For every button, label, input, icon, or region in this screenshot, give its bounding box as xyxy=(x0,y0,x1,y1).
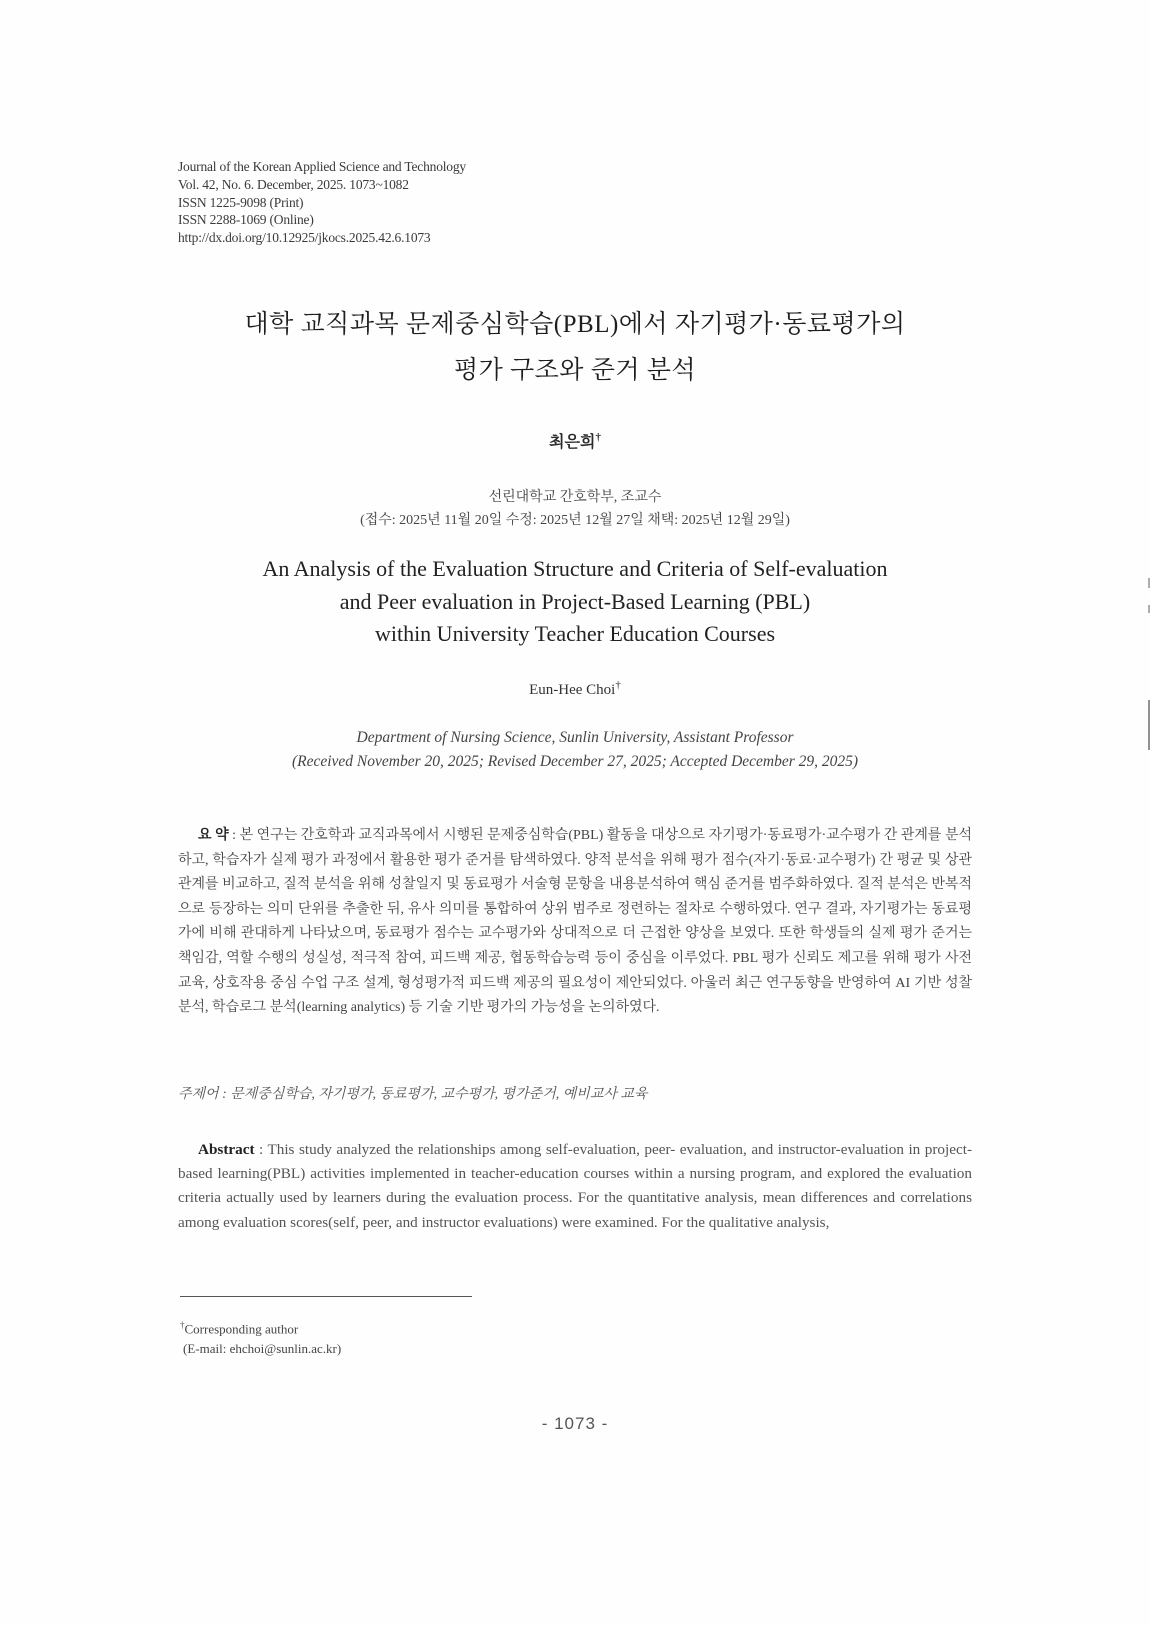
english-title xyxy=(0,553,1150,651)
korean-title-line-2: 평가 구조와 준거 분석 xyxy=(453,357,697,384)
page-number: - 1073 - xyxy=(541,1414,609,1433)
footnote xyxy=(180,1315,341,1359)
english-title-line-2: and Peer evaluation in Project-Based Learning (PBL) xyxy=(339,588,811,614)
dagger-mark: † xyxy=(615,679,621,691)
dagger-mark: † xyxy=(595,431,601,444)
english-abstract-label: Abstract xyxy=(198,1141,255,1158)
corresponding-author-email[interactable]: (E-mail: ehchoi@sunlin.ac.kr) xyxy=(183,1341,342,1357)
english-title-line-1: An Analysis of the Evaluation Structure and Criteria of Self-evaluation xyxy=(262,556,888,581)
korean-dates: (접수: 2025년 11월 20일 수정: 2025년 12월 27일 채택: 2025년 12월 29일) xyxy=(360,513,790,528)
korean-abstract-separator: : xyxy=(228,828,240,843)
journal-name: Journal of the Korean Applied Science and Technology xyxy=(178,159,466,174)
korean-title xyxy=(0,302,1150,394)
korean-abstract-label: 요 약 xyxy=(198,828,229,843)
korean-author-name: 최은희 xyxy=(549,434,596,451)
english-author xyxy=(0,679,1150,699)
corresponding-author-note xyxy=(180,1315,341,1339)
korean-affiliation: 선린대학교 간호학부, 조교수 xyxy=(488,490,662,505)
issn-print: ISSN 1225-9098 (Print) xyxy=(178,194,304,210)
corresponding-author-label: Corresponding author xyxy=(184,1321,299,1337)
korean-author xyxy=(0,429,1150,452)
english-abstract-separator: : xyxy=(254,1141,268,1158)
journal-header xyxy=(178,158,466,247)
korean-title-line-1: 대학 교직과목 문제중심학습(PBL)에서 자기평가·동료평가의 xyxy=(244,311,906,338)
english-affiliation-block xyxy=(0,726,1150,774)
korean-abstract xyxy=(178,824,972,1021)
english-dates: (Received November 20, 2025; Revised December 27, 2025; Accepted December 29, 2025) xyxy=(291,753,859,770)
dagger-mark: † xyxy=(180,1320,185,1330)
footnote-divider xyxy=(180,1296,472,1297)
journal-volume: Vol. 42, No. 6. December, 2025. 1073~1082 xyxy=(178,176,409,192)
english-title-line-3: within University Teacher Education Courses xyxy=(374,621,776,646)
korean-affiliation-block xyxy=(0,486,1150,532)
issn-online: ISSN 2288-1069 (Online) xyxy=(178,212,314,228)
english-abstract xyxy=(178,1138,972,1235)
doi-link[interactable]: http://dx.doi.org/10.12925/jkocs.2025.42.6.1073 xyxy=(178,230,431,246)
korean-keywords xyxy=(178,1083,647,1103)
english-abstract-text: This study analyzed the relationships among self-evaluation, peer- evaluation, and instructor-evaluation in project-based learning(PBL) activities implemented in teacher-education courses within a nursing program, and explored the evaluation criteria actually used by learners during the evaluation process. For the quantitative analysis, mean differences and correlations among evaluation scores(self, peer, and instructor evaluations) were examined. For the qualitative analysis, xyxy=(178,1141,972,1231)
keywords-text: 문제중심학습, 자기평가, 동료평가, 교수평가, 평가준거, 예비교사 교육 xyxy=(230,1087,648,1102)
english-author-name: Eun-Hee Choi xyxy=(529,682,616,698)
keywords-separator: : xyxy=(218,1087,231,1102)
korean-abstract-text: 본 연구는 간호학과 교직과목에서 시행된 문제중심학습(PBL) 활동을 대상으로 자기평가·동료평가·교수평가 간 관계를 분석하고, 학습자가 실제 평가 과정에서 활용한 평가 준거를 탐색하였다. 양적 분석을 위해 평가 점수(자기·동료·교수평가) 간 평균 및 상관관계를 비교하고, 질적 분석을 위해 성찰일지 및 동료평가 서술형 문항을 내용분석하여 핵심 준거를 범주화하였다. 질적 분석은 반복적으로 등장하는 의미 단위를 추출한 뒤, 유사 의미를 통합하여 상위 범주로 정련하는 절차로 수행하였다. 연구 결과, 자기평가는 동료평가에 비해 관대하게 나타났으며, 동료평가 점수는 교수평가와 상대적으로 더 근접한 양상을 보였다. 또한 학생들의 실제 평가 준거는 책임감, 역할 수행의 성실성, 적극적 참여, 피드백 제공, 협동학습능력 등이 중심을 이루었다. PBL 평가 신뢰도 제고를 위해 평가 사전교육, 상호작용 중심 수업 구조 설계, 형성평가적 피드백 제공의 필요성이 제안되었다. 아울러 최근 연구동향을 반영하여 AI 기반 성찰 분석, 학습로그 분석(learning analytics) 등 기술 기반 평가의 가능성을 논의하였다. xyxy=(178,828,972,1016)
english-affiliation: Department of Nursing Science, Sunlin University, Assistant Professor xyxy=(356,729,794,746)
keywords-label: 주제어 xyxy=(178,1087,219,1102)
